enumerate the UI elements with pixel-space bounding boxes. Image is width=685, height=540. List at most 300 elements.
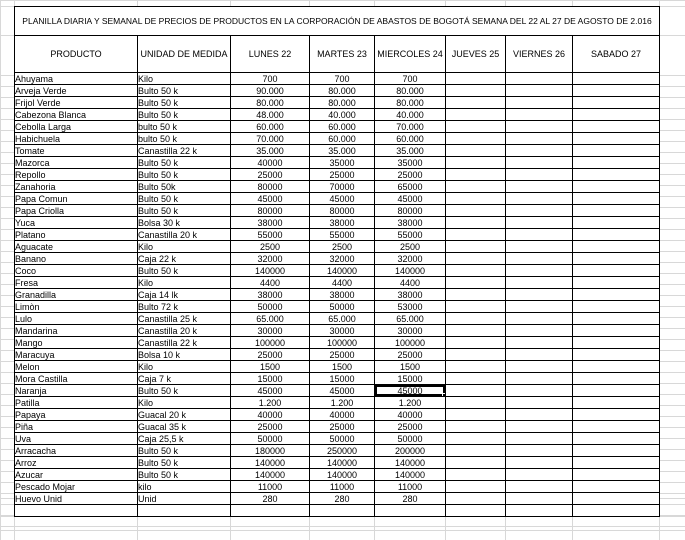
cell-lunes[interactable]: 40000 <box>231 157 310 169</box>
cell-producto[interactable]: Arroz <box>15 457 138 469</box>
cell-martes[interactable]: 11000 <box>310 481 375 493</box>
cell-unidad[interactable]: Guacal 20 k <box>138 409 231 421</box>
cell-martes[interactable]: 40.000 <box>310 109 375 121</box>
cell-jueves[interactable] <box>446 289 506 301</box>
cell-sabado[interactable] <box>573 157 660 169</box>
cell-miercoles[interactable]: 100000 <box>375 337 446 349</box>
cell-martes[interactable]: 25000 <box>310 421 375 433</box>
cell-producto[interactable]: Mango <box>15 337 138 349</box>
cell-viernes[interactable] <box>506 133 573 145</box>
cell-unidad[interactable]: Guacal 35 k <box>138 421 231 433</box>
cell-lunes[interactable]: 25000 <box>231 169 310 181</box>
cell-viernes[interactable] <box>506 385 573 397</box>
cell-unidad[interactable]: Kilo <box>138 241 231 253</box>
cell-sabado[interactable] <box>573 337 660 349</box>
cell-sabado[interactable] <box>573 397 660 409</box>
cell-sabado[interactable] <box>573 373 660 385</box>
cell-viernes[interactable] <box>506 181 573 193</box>
cell-lunes[interactable]: 45000 <box>231 193 310 205</box>
cell-miercoles[interactable]: 32000 <box>375 253 446 265</box>
cell-unidad[interactable]: Bulto 50 k <box>138 205 231 217</box>
cell-producto[interactable]: Yuca <box>15 217 138 229</box>
cell-martes[interactable] <box>310 505 375 517</box>
cell-viernes[interactable] <box>506 277 573 289</box>
cell-sabado[interactable] <box>573 361 660 373</box>
cell-miercoles[interactable]: 70.000 <box>375 121 446 133</box>
cell-sabado[interactable] <box>573 445 660 457</box>
cell-martes[interactable]: 50000 <box>310 301 375 313</box>
cell-martes[interactable]: 1.200 <box>310 397 375 409</box>
cell-lunes[interactable]: 140000 <box>231 469 310 481</box>
cell-unidad[interactable]: Canastilla 22 k <box>138 337 231 349</box>
cell-martes[interactable]: 35000 <box>310 157 375 169</box>
cell-jueves[interactable] <box>446 85 506 97</box>
cell-martes[interactable]: 40000 <box>310 409 375 421</box>
cell-unidad[interactable]: Caja 14 lk <box>138 289 231 301</box>
cell-jueves[interactable] <box>446 433 506 445</box>
cell-producto[interactable]: Ahuyama <box>15 73 138 85</box>
cell-producto[interactable]: Papa Comun <box>15 193 138 205</box>
cell-viernes[interactable] <box>506 361 573 373</box>
cell-lunes[interactable]: 45000 <box>231 385 310 397</box>
cell-martes[interactable]: 25000 <box>310 349 375 361</box>
cell-lunes[interactable]: 50000 <box>231 433 310 445</box>
cell-viernes[interactable] <box>506 109 573 121</box>
cell-miercoles[interactable]: 45000 <box>375 193 446 205</box>
cell-producto[interactable]: Fresa <box>15 277 138 289</box>
cell-sabado[interactable] <box>573 205 660 217</box>
cell-unidad[interactable]: Bulto 50 k <box>138 157 231 169</box>
cell-lunes[interactable]: 100000 <box>231 337 310 349</box>
cell-sabado[interactable] <box>573 265 660 277</box>
cell-martes[interactable]: 250000 <box>310 445 375 457</box>
cell-producto[interactable]: Platano <box>15 229 138 241</box>
cell-producto[interactable]: Aguacate <box>15 241 138 253</box>
cell-viernes[interactable] <box>506 121 573 133</box>
cell-sabado[interactable] <box>573 433 660 445</box>
cell-lunes[interactable]: 1.200 <box>231 397 310 409</box>
cell-jueves[interactable] <box>446 385 506 397</box>
cell-viernes[interactable] <box>506 157 573 169</box>
cell-miercoles[interactable]: 50000 <box>375 433 446 445</box>
cell-jueves[interactable] <box>446 457 506 469</box>
cell-viernes[interactable] <box>506 349 573 361</box>
cell-jueves[interactable] <box>446 229 506 241</box>
cell-viernes[interactable] <box>506 457 573 469</box>
fill-handle[interactable] <box>442 393 446 397</box>
cell-jueves[interactable] <box>446 277 506 289</box>
cell-jueves[interactable] <box>446 409 506 421</box>
cell-unidad[interactable]: Bulto 50k <box>138 181 231 193</box>
cell-viernes[interactable] <box>506 193 573 205</box>
cell-jueves[interactable] <box>446 265 506 277</box>
cell-viernes[interactable] <box>506 493 573 505</box>
cell-producto[interactable]: Melon <box>15 361 138 373</box>
cell-lunes[interactable]: 11000 <box>231 481 310 493</box>
cell-jueves[interactable] <box>446 421 506 433</box>
cell-lunes[interactable]: 70.000 <box>231 133 310 145</box>
cell-miercoles[interactable]: 60.000 <box>375 133 446 145</box>
cell-miercoles[interactable]: 38000 <box>375 217 446 229</box>
cell-sabado[interactable] <box>573 241 660 253</box>
cell-miercoles[interactable]: 35000 <box>375 157 446 169</box>
cell-sabado[interactable] <box>573 325 660 337</box>
cell-sabado[interactable] <box>573 469 660 481</box>
cell-unidad[interactable]: Caja 7 k <box>138 373 231 385</box>
cell-jueves[interactable] <box>446 301 506 313</box>
cell-miercoles[interactable]: 2500 <box>375 241 446 253</box>
cell-jueves[interactable] <box>446 157 506 169</box>
cell-lunes[interactable]: 2500 <box>231 241 310 253</box>
cell-unidad[interactable]: Bulto 50 k <box>138 385 231 397</box>
cell-unidad[interactable]: Bolsa 30 k <box>138 217 231 229</box>
cell-jueves[interactable] <box>446 73 506 85</box>
cell-sabado[interactable] <box>573 73 660 85</box>
cell-lunes[interactable]: 180000 <box>231 445 310 457</box>
cell-unidad[interactable]: Bolsa 10 k <box>138 349 231 361</box>
cell-viernes[interactable] <box>506 289 573 301</box>
cell-sabado[interactable] <box>573 145 660 157</box>
cell-jueves[interactable] <box>446 349 506 361</box>
cell-lunes[interactable]: 1500 <box>231 361 310 373</box>
cell-producto[interactable]: Cebolla Larga <box>15 121 138 133</box>
cell-miercoles[interactable]: 53000 <box>375 301 446 313</box>
cell-jueves[interactable] <box>446 109 506 121</box>
cell-viernes[interactable] <box>506 313 573 325</box>
cell-lunes[interactable]: 25000 <box>231 349 310 361</box>
cell-sabado[interactable] <box>573 109 660 121</box>
cell-martes[interactable]: 60.000 <box>310 121 375 133</box>
cell-producto[interactable] <box>15 505 138 517</box>
cell-lunes[interactable]: 32000 <box>231 253 310 265</box>
cell-producto[interactable]: Huevo Unid <box>15 493 138 505</box>
table-row <box>15 409 660 421</box>
cell-unidad[interactable]: Bulto 50 k <box>138 109 231 121</box>
cell-viernes[interactable] <box>506 73 573 85</box>
cell-miercoles[interactable]: 15000 <box>375 373 446 385</box>
cell-martes[interactable]: 2500 <box>310 241 375 253</box>
cell-miercoles[interactable]: 11000 <box>375 481 446 493</box>
cell-viernes[interactable] <box>506 85 573 97</box>
cell-producto[interactable]: Granadilla <box>15 289 138 301</box>
cell-jueves[interactable] <box>446 361 506 373</box>
cell-sabado[interactable] <box>573 253 660 265</box>
cell-viernes[interactable] <box>506 505 573 517</box>
cell-producto[interactable]: Frijol Verde <box>15 97 138 109</box>
cell-lunes[interactable]: 38000 <box>231 289 310 301</box>
cell-jueves[interactable] <box>446 253 506 265</box>
cell-miercoles[interactable]: 140000 <box>375 265 446 277</box>
cell-unidad[interactable]: Bulto 50 k <box>138 193 231 205</box>
cell-miercoles[interactable]: 140000 <box>375 457 446 469</box>
cell-unidad[interactable]: Kilo <box>138 277 231 289</box>
cell-producto[interactable]: Papaya <box>15 409 138 421</box>
cell-lunes[interactable]: 140000 <box>231 265 310 277</box>
cell-martes[interactable]: 1500 <box>310 361 375 373</box>
cell-jueves[interactable] <box>446 397 506 409</box>
cell-martes[interactable]: 30000 <box>310 325 375 337</box>
cell-miercoles[interactable]: 80.000 <box>375 85 446 97</box>
cell-martes[interactable]: 700 <box>310 73 375 85</box>
cell-martes[interactable]: 32000 <box>310 253 375 265</box>
cell-jueves[interactable] <box>446 217 506 229</box>
cell-viernes[interactable] <box>506 469 573 481</box>
cell-martes[interactable]: 80000 <box>310 205 375 217</box>
cell-sabado[interactable] <box>573 217 660 229</box>
cell-unidad[interactable]: Bulto 50 k <box>138 97 231 109</box>
cell-jueves[interactable] <box>446 121 506 133</box>
cell-producto[interactable]: Banano <box>15 253 138 265</box>
cell-producto[interactable]: Mandarina <box>15 325 138 337</box>
cell-martes[interactable]: 80.000 <box>310 97 375 109</box>
cell-jueves[interactable] <box>446 373 506 385</box>
cell-viernes[interactable] <box>506 409 573 421</box>
cell-martes[interactable]: 70000 <box>310 181 375 193</box>
cell-lunes[interactable]: 50000 <box>231 301 310 313</box>
cell-martes[interactable]: 25000 <box>310 169 375 181</box>
cell-producto[interactable]: Pescado Mojar <box>15 481 138 493</box>
cell-jueves[interactable] <box>446 133 506 145</box>
cell-unidad[interactable]: Canastilla 20 k <box>138 325 231 337</box>
cell-lunes[interactable]: 48.000 <box>231 109 310 121</box>
cell-miercoles[interactable]: 40000 <box>375 409 446 421</box>
cell-martes[interactable]: 60.000 <box>310 133 375 145</box>
cell-viernes[interactable] <box>506 97 573 109</box>
cell-viernes[interactable] <box>506 397 573 409</box>
cell-sabado[interactable] <box>573 409 660 421</box>
cell-sabado[interactable] <box>573 289 660 301</box>
cell-producto[interactable]: Lulo <box>15 313 138 325</box>
cell-unidad[interactable]: Bulto 50 k <box>138 265 231 277</box>
cell-sabado[interactable] <box>573 97 660 109</box>
cell-miercoles[interactable]: 35.000 <box>375 145 446 157</box>
cell-martes[interactable]: 140000 <box>310 469 375 481</box>
cell-martes[interactable]: 15000 <box>310 373 375 385</box>
cell-jueves[interactable] <box>446 97 506 109</box>
cell-sabado[interactable] <box>573 169 660 181</box>
cell-unidad[interactable] <box>138 505 231 517</box>
cell-martes[interactable]: 65.000 <box>310 313 375 325</box>
cell-lunes[interactable]: 80.000 <box>231 97 310 109</box>
cell-jueves[interactable] <box>446 313 506 325</box>
cell-jueves[interactable] <box>446 505 506 517</box>
cell-sabado[interactable] <box>573 229 660 241</box>
cell-unidad[interactable]: Canastilla 20 k <box>138 229 231 241</box>
cell-lunes[interactable]: 15000 <box>231 373 310 385</box>
cell-lunes[interactable]: 35.000 <box>231 145 310 157</box>
cell-viernes[interactable] <box>506 421 573 433</box>
cell-producto[interactable]: Limòn <box>15 301 138 313</box>
cell-jueves[interactable] <box>446 205 506 217</box>
cell-viernes[interactable] <box>506 373 573 385</box>
cell-miercoles[interactable]: 25000 <box>375 349 446 361</box>
cell-sabado[interactable] <box>573 133 660 145</box>
cell-producto[interactable]: Mazorca <box>15 157 138 169</box>
cell-producto[interactable]: Uva <box>15 433 138 445</box>
cell-jueves[interactable] <box>446 193 506 205</box>
cell-sabado[interactable] <box>573 421 660 433</box>
cell-martes[interactable]: 140000 <box>310 265 375 277</box>
cell-sabado[interactable] <box>573 121 660 133</box>
cell-martes[interactable]: 4400 <box>310 277 375 289</box>
cell-lunes[interactable]: 4400 <box>231 277 310 289</box>
cell-martes[interactable]: 38000 <box>310 217 375 229</box>
cell-unidad[interactable]: Kilo <box>138 397 231 409</box>
cell-martes[interactable]: 45000 <box>310 385 375 397</box>
cell-unidad[interactable]: Caja 25,5 k <box>138 433 231 445</box>
cell-viernes[interactable] <box>506 301 573 313</box>
cell-martes[interactable]: 280 <box>310 493 375 505</box>
cell-miercoles[interactable]: 65000 <box>375 181 446 193</box>
cell-viernes[interactable] <box>506 169 573 181</box>
cell-producto[interactable]: Mora Castilla <box>15 373 138 385</box>
cell-producto[interactable]: Papa Criolla <box>15 205 138 217</box>
cell-viernes[interactable] <box>506 325 573 337</box>
cell-unidad[interactable]: bulto 50 k <box>138 133 231 145</box>
cell-sabado[interactable] <box>573 301 660 313</box>
cell-miercoles[interactable] <box>375 505 446 517</box>
cell-viernes[interactable] <box>506 241 573 253</box>
cell-miercoles[interactable]: 1500 <box>375 361 446 373</box>
cell-sabado[interactable] <box>573 385 660 397</box>
cell-miercoles[interactable]: 80000 <box>375 205 446 217</box>
cell-jueves[interactable] <box>446 481 506 493</box>
cell-lunes[interactable] <box>231 505 310 517</box>
cell-viernes[interactable] <box>506 145 573 157</box>
cell-unidad[interactable]: Caja 22 k <box>138 253 231 265</box>
cell-jueves[interactable] <box>446 169 506 181</box>
cell-sabado[interactable] <box>573 277 660 289</box>
cell-jueves[interactable] <box>446 325 506 337</box>
cell-unidad[interactable]: Kilo <box>138 73 231 85</box>
cell-martes[interactable]: 55000 <box>310 229 375 241</box>
cell-jueves[interactable] <box>446 241 506 253</box>
cell-miercoles[interactable]: 65.000 <box>375 313 446 325</box>
cell-miercoles[interactable]: 40.000 <box>375 109 446 121</box>
cell-miercoles[interactable]: 200000 <box>375 445 446 457</box>
cell-unidad[interactable]: Unid <box>138 493 231 505</box>
cell-viernes[interactable] <box>506 205 573 217</box>
cell-producto[interactable]: Zanahoria <box>15 181 138 193</box>
cell-viernes[interactable] <box>506 445 573 457</box>
cell-viernes[interactable] <box>506 337 573 349</box>
cell-unidad[interactable]: Canastilla 25 k <box>138 313 231 325</box>
cell-miercoles[interactable]: 700 <box>375 73 446 85</box>
cell-sabado[interactable] <box>573 85 660 97</box>
cell-lunes[interactable]: 60.000 <box>231 121 310 133</box>
cell-miercoles[interactable]: 38000 <box>375 289 446 301</box>
cell-viernes[interactable] <box>506 253 573 265</box>
cell-jueves[interactable] <box>446 181 506 193</box>
cell-unidad[interactable]: Bulto 50 k <box>138 85 231 97</box>
cell-martes[interactable]: 80.000 <box>310 85 375 97</box>
cell-jueves[interactable] <box>446 445 506 457</box>
cell-producto[interactable]: Habichuela <box>15 133 138 145</box>
cell-lunes[interactable]: 80000 <box>231 205 310 217</box>
cell-sabado[interactable] <box>573 481 660 493</box>
cell-jueves[interactable] <box>446 337 506 349</box>
cell-producto[interactable]: Tomate <box>15 145 138 157</box>
cell-viernes[interactable] <box>506 265 573 277</box>
cell-miercoles[interactable]: 80.000 <box>375 97 446 109</box>
cell-unidad[interactable]: Bulto 50 k <box>138 457 231 469</box>
cell-lunes[interactable]: 65.000 <box>231 313 310 325</box>
cell-lunes[interactable]: 140000 <box>231 457 310 469</box>
column-header-unidad: UNIDAD DE MEDIDA <box>138 36 231 73</box>
cell-lunes[interactable]: 30000 <box>231 325 310 337</box>
cell-lunes[interactable]: 25000 <box>231 421 310 433</box>
cell-viernes[interactable] <box>506 481 573 493</box>
cell-viernes[interactable] <box>506 433 573 445</box>
cell-miercoles[interactable]: 25000 <box>375 169 446 181</box>
cell-viernes[interactable] <box>506 217 573 229</box>
cell-sabado[interactable] <box>573 313 660 325</box>
cell-producto[interactable]: Azucar <box>15 469 138 481</box>
cell-lunes[interactable]: 90.000 <box>231 85 310 97</box>
cell-sabado[interactable] <box>573 181 660 193</box>
cell-lunes[interactable]: 40000 <box>231 409 310 421</box>
cell-miercoles[interactable]: 4400 <box>375 277 446 289</box>
cell-martes[interactable]: 35.000 <box>310 145 375 157</box>
cell-miercoles[interactable]: 1.200 <box>375 397 446 409</box>
price-table <box>14 6 660 517</box>
cell-miercoles[interactable]: 25000 <box>375 421 446 433</box>
cell-sabado[interactable] <box>573 505 660 517</box>
cell-unidad[interactable]: bulto 50 k <box>138 121 231 133</box>
cell-unidad[interactable]: Kilo <box>138 361 231 373</box>
cell-sabado[interactable] <box>573 457 660 469</box>
cell-lunes[interactable]: 38000 <box>231 217 310 229</box>
cell-producto[interactable]: Arveja Verde <box>15 85 138 97</box>
cell-martes[interactable]: 45000 <box>310 193 375 205</box>
cell-sabado[interactable] <box>573 493 660 505</box>
cell-miercoles[interactable]: 30000 <box>375 325 446 337</box>
cell-miercoles[interactable]: 55000 <box>375 229 446 241</box>
cell-martes[interactable]: 38000 <box>310 289 375 301</box>
cell-lunes[interactable]: 280 <box>231 493 310 505</box>
cell-martes[interactable]: 100000 <box>310 337 375 349</box>
cell-martes[interactable]: 140000 <box>310 457 375 469</box>
cell-jueves[interactable] <box>446 493 506 505</box>
cell-sabado[interactable] <box>573 349 660 361</box>
cell-producto[interactable]: Cabezona Blanca <box>15 109 138 121</box>
cell-unidad[interactable]: Bulto 50 k <box>138 169 231 181</box>
cell-producto[interactable]: Piña <box>15 421 138 433</box>
cell-producto[interactable]: Patilla <box>15 397 138 409</box>
cell-unidad[interactable]: kilo <box>138 481 231 493</box>
cell-viernes[interactable] <box>506 229 573 241</box>
cell-producto[interactable]: Arracacha <box>15 445 138 457</box>
cell-unidad[interactable]: Bulto 50 k <box>138 445 231 457</box>
cell-jueves[interactable] <box>446 469 506 481</box>
cell-lunes[interactable]: 80000 <box>231 181 310 193</box>
cell-lunes[interactable]: 700 <box>231 73 310 85</box>
selected-cell[interactable]: 45000 <box>375 385 446 397</box>
cell-unidad[interactable]: Canastilla 22 k <box>138 145 231 157</box>
cell-unidad[interactable]: Bulto 50 k <box>138 469 231 481</box>
cell-sabado[interactable] <box>573 193 660 205</box>
cell-miercoles[interactable]: 280 <box>375 493 446 505</box>
cell-unidad[interactable]: Bulto 72 k <box>138 301 231 313</box>
cell-lunes[interactable]: 55000 <box>231 229 310 241</box>
cell-producto[interactable]: Coco <box>15 265 138 277</box>
cell-miercoles[interactable]: 140000 <box>375 469 446 481</box>
cell-producto[interactable]: Repollo <box>15 169 138 181</box>
cell-jueves[interactable] <box>446 145 506 157</box>
cell-martes[interactable]: 50000 <box>310 433 375 445</box>
cell-producto[interactable]: Naranja <box>15 385 138 397</box>
cell-producto[interactable]: Maracuya <box>15 349 138 361</box>
